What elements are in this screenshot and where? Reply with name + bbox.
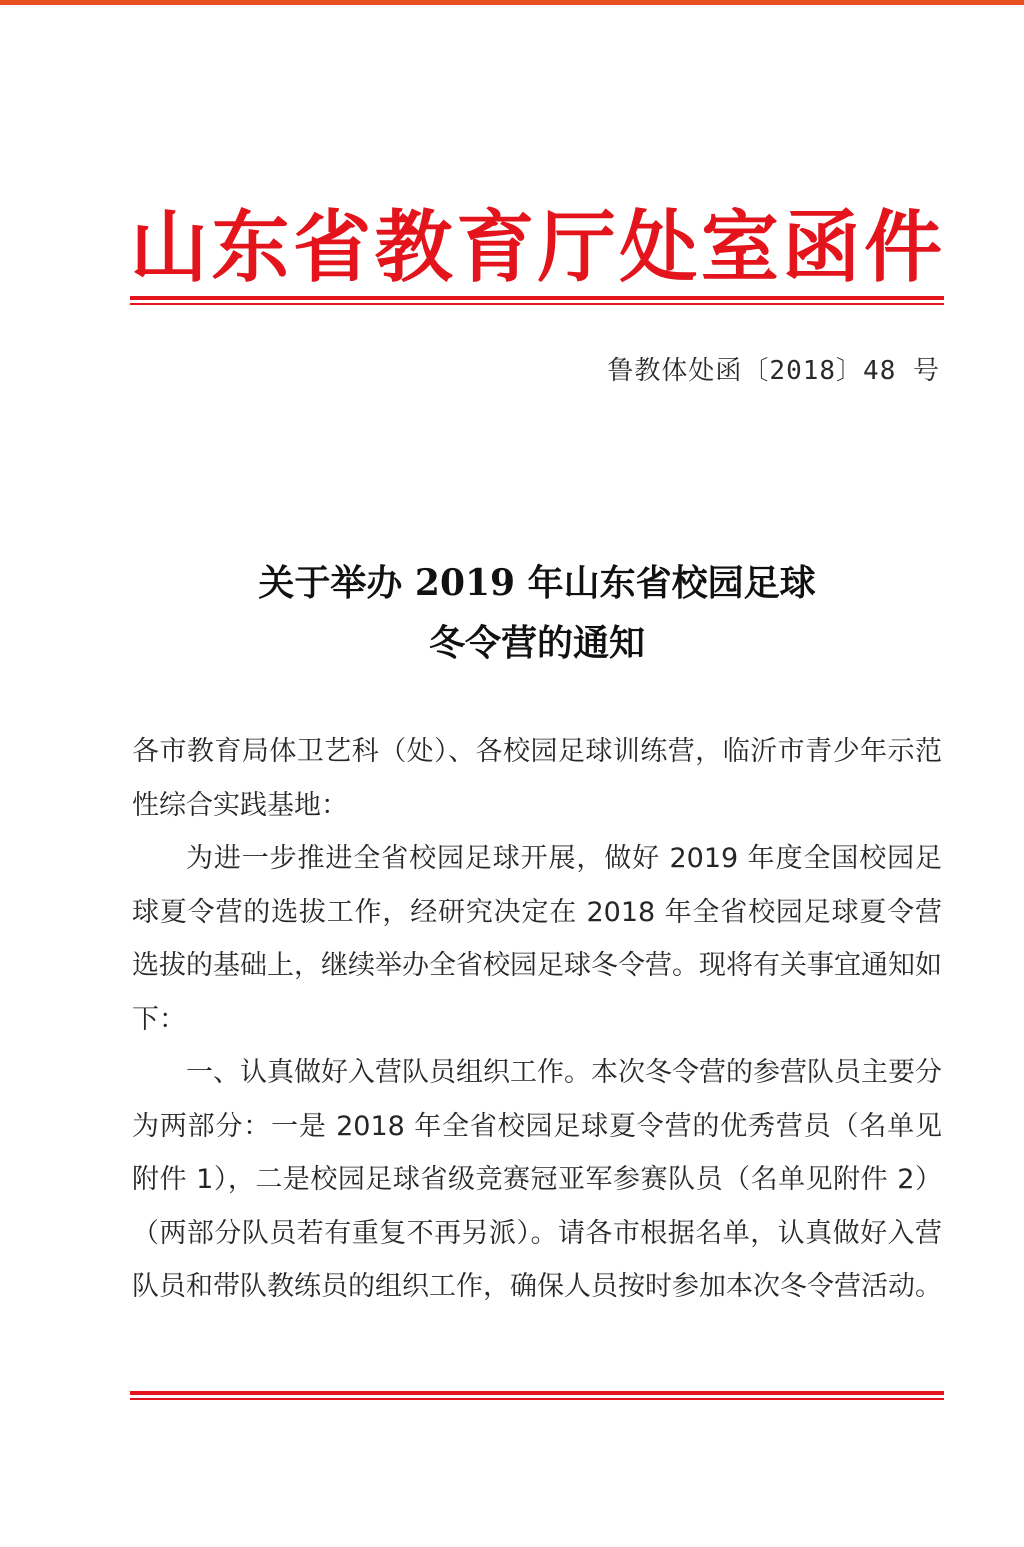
footer-divider	[130, 1391, 944, 1400]
document-body	[132, 725, 942, 1314]
top-edge-rule	[0, 0, 1024, 5]
document-title-line-2: 冬令营的通知	[428, 622, 645, 664]
letterhead-title: 山东省教育厅处室函件	[130, 202, 944, 293]
salutation: 各市教育局体卫艺科（处）、各校园足球训练营，临沂市青少年示范性综合实践基地：	[132, 736, 942, 821]
paragraph-1: 为进一步推进全省校园足球开展，做好 2019 年度全国校园足球夏令营的选拔工作，经研究决定在 2018 年全省校园足球夏令营选拔的基础上，继续举办全省校园足球冬令营。现将有关事宜通知如下：	[132, 843, 942, 1035]
document-title-line-1: 关于举办 2019 年山东省校园足球	[258, 562, 816, 604]
document-number: 鲁教体处函〔2018〕48 号	[607, 356, 940, 386]
letterhead-divider	[130, 296, 944, 305]
paragraph-2: 一、认真做好入营队员组织工作。本次冬令营的参营队员主要分为两部分：一是 2018 年全省校园足球夏令营的优秀营员（名单见附件 1），二是校园足球省级竞赛冠亚军参赛队员（名单见附件 2）（两部分队员若有重复不再另派）。请各市根据名单，认真做好入营队员和带队教练员的组织工作，确保人员按时参加本次冬令营活动。	[132, 1057, 942, 1302]
